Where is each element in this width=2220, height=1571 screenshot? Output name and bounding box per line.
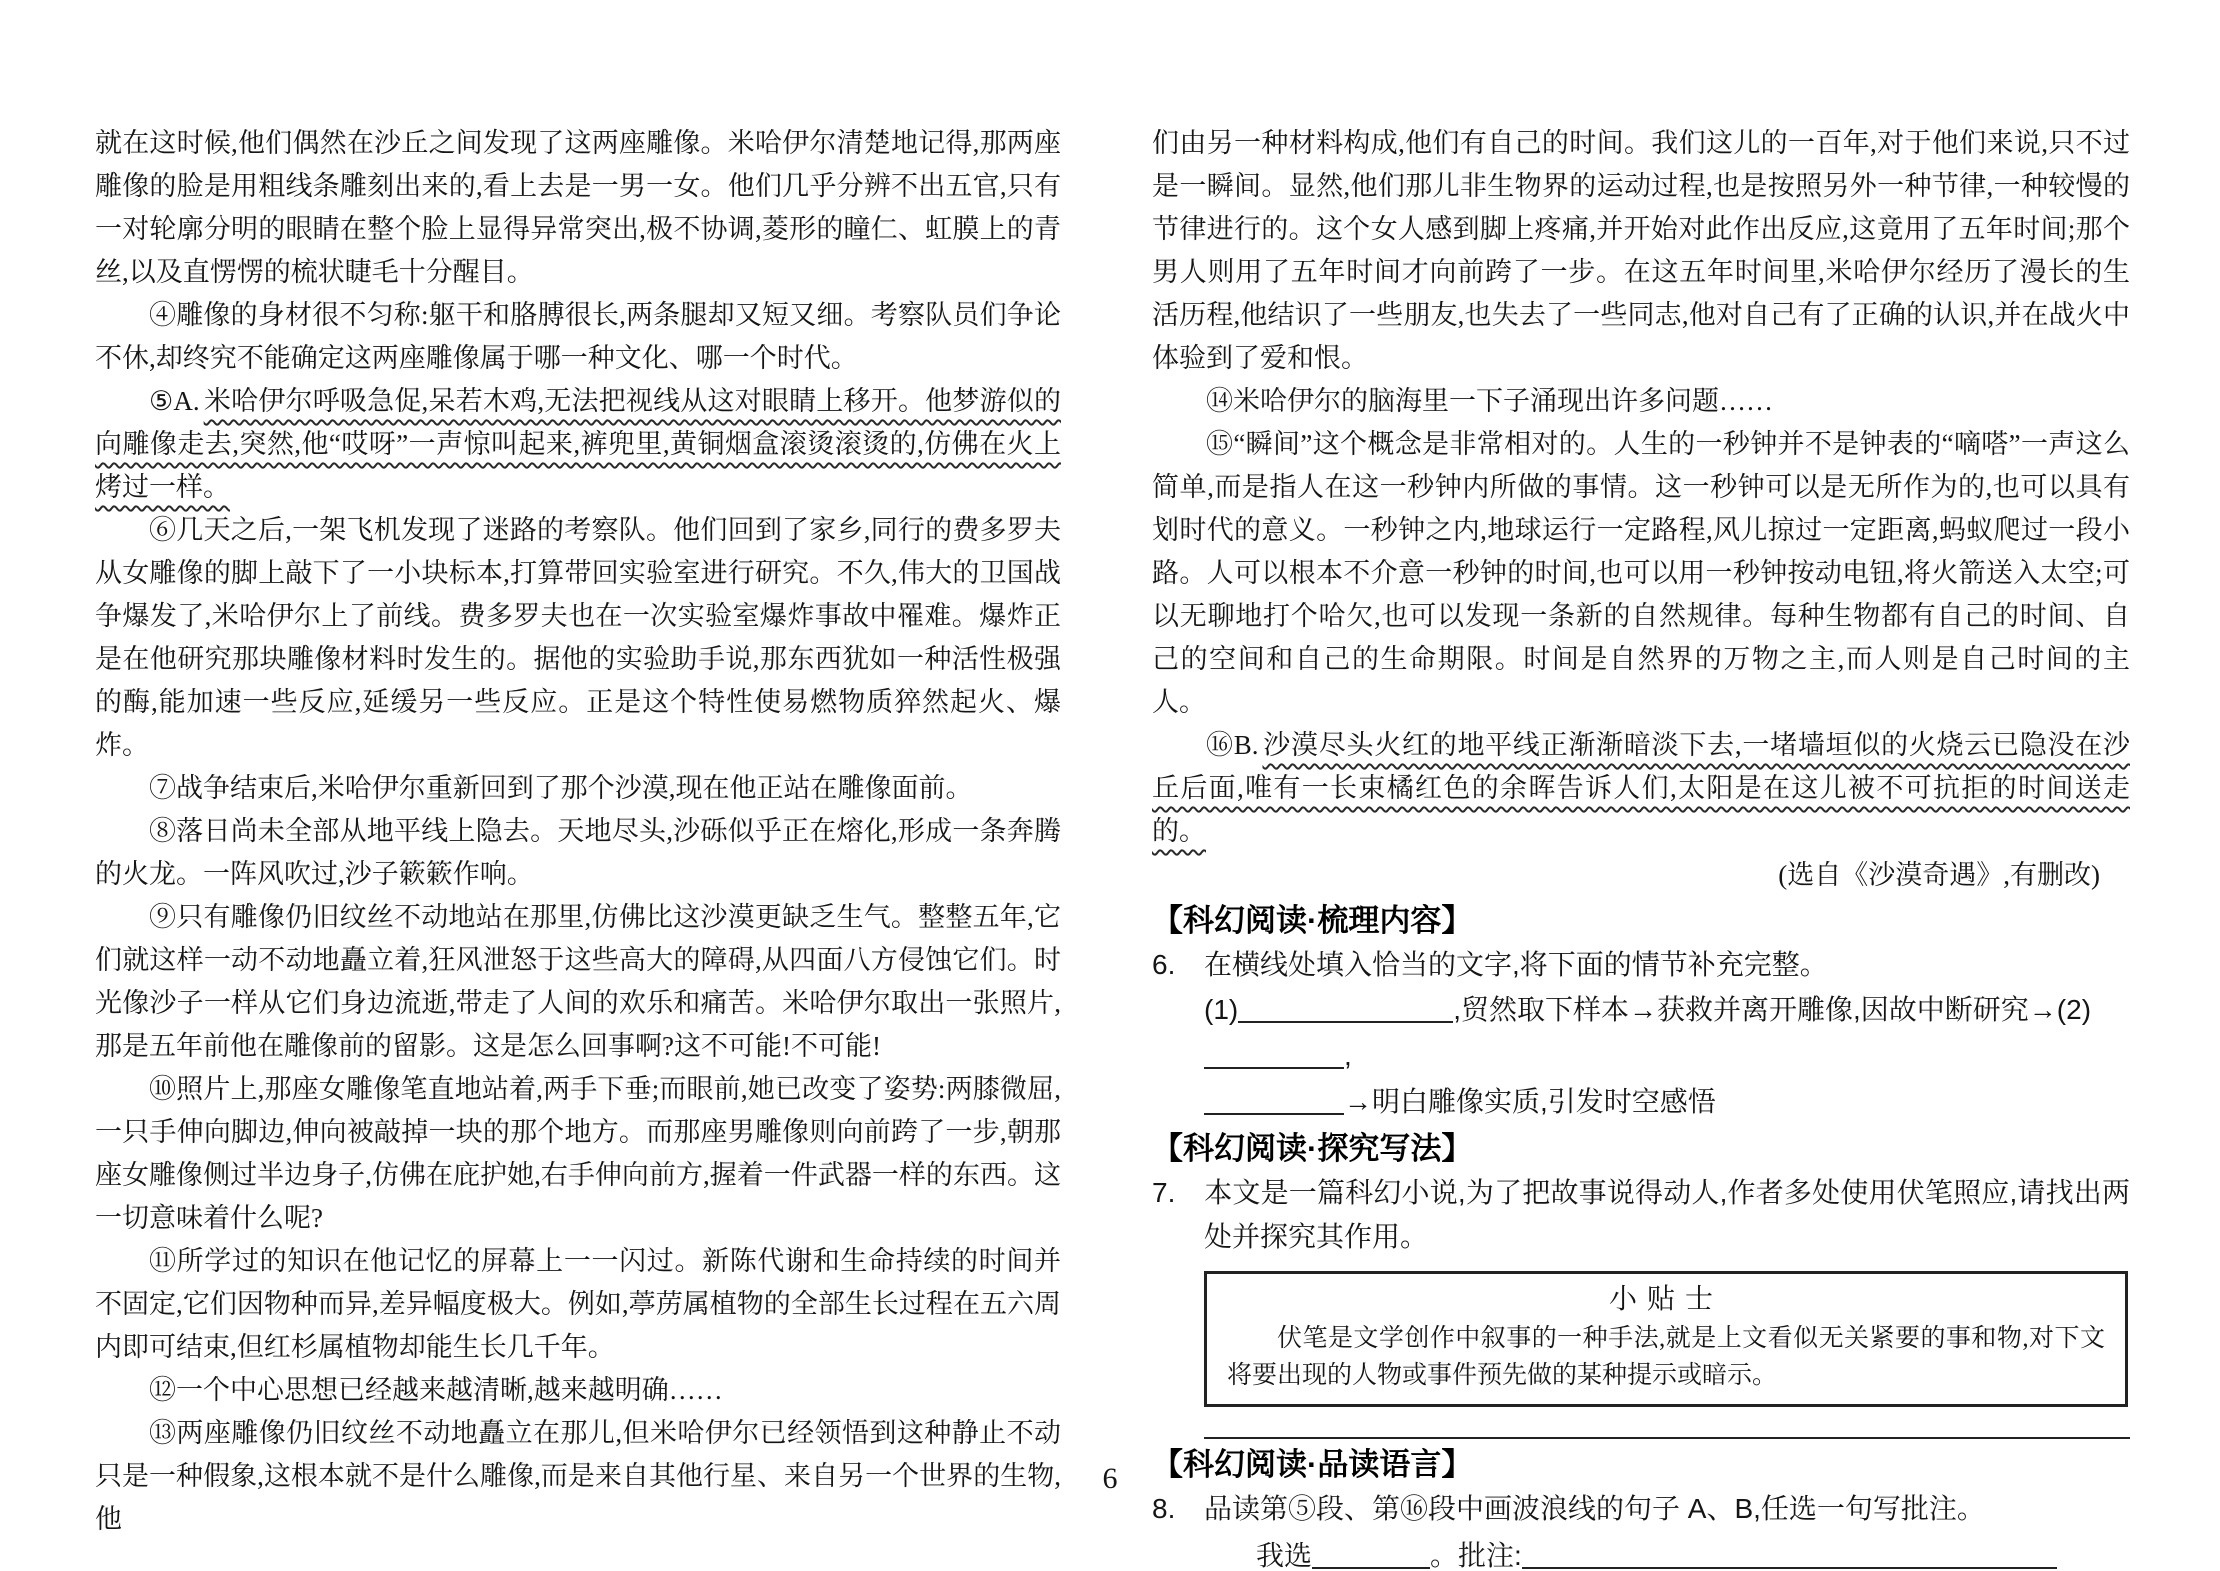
question-8-answer-line [1152,1531,2130,1571]
wavy-sentence-a: 米哈伊尔呼吸急促,呆若木鸡,无法把视线从这对眼睛上移开。他梦游似的向雕像走去,突然,他“哎呀”一声惊叫起来,裤兜里,黄铜烟盒滚烫滚烫的,仿佛在火上烤过一样。 [95,386,1061,502]
paragraph-16 [1152,724,2130,853]
tip-box-title: 小贴士 [1608,1283,1723,1314]
wavy-sentence-b: 沙漠尽头火红的地平线正渐渐暗淡下去,一堵墙垣似的火烧云已隐没在沙丘后面,唯有一长束橘红色的余晖告诉人们,太阳是在这儿被不可抗拒的时间送走的。 [1152,730,2131,846]
flow-blank-3 [1204,1085,1344,1115]
choice-label: 我选 [1256,1540,1313,1571]
question-6-number: 6. [1152,949,1176,980]
flow-part-4: →明白雕像实质,引发时空感悟 [1344,1086,1716,1117]
page-number: 6 [1102,1462,1118,1495]
tip-box [1204,1271,2128,1407]
paragraph-8: ⑧落日尚未全部从地平线上隐去。天地尽头,沙砾似乎正在熔化,形成一条奔腾的火龙。一阵风吹过,沙子簌簌作响。 [95,816,1061,889]
paragraph-13: ⑬两座雕像仍旧纹丝不动地矗立在那儿,但米哈伊尔已经领悟到这种静止不动只是一种假象,这根本就不是什么雕像,而是来自其他行星、来自另一个世界的生物,他 [95,1418,1061,1534]
paragraph-5 [95,380,1061,509]
flow-blank-1 [1238,993,1453,1023]
flow-blank-2 [1204,1039,1344,1069]
choice-blank [1312,1539,1430,1569]
paragraph-7: ⑦战争结束后,米哈伊尔重新回到了那个沙漠,现在他正站在雕像面前。 [149,773,973,803]
paragraph-9: ⑨只有雕像仍旧纹丝不动地站在那里,仿佛比这沙漠更缺乏生气。整整五年,它们就这样一动不动地矗立着,狂风泄怒于这些高大的障碍,从四面八方侵蚀它们。时光像沙子一样从它们身边流逝,带走了人间的欢乐和痛苦。米哈伊尔取出一张照片,那是五年前他在雕像前的留影。这是怎么回事啊?这不可能!不可能! [95,902,1061,1061]
paragraph-16-label: ⑯B. [1206,730,1259,760]
article-left-column [95,122,1061,1541]
paragraph-13-continued: 们由另一种材料构成,他们有自己的时间。我们这儿的一百年,对于他们来说,只不过是一瞬间。显然,他们那儿非生物界的运动过程,也是按照另外一种节律,一种较慢的节律进行的。这个女人感到脚上疼痛,并开始对此作出反应,这竟用了五年时间;那个男人则用了五年时间才向前跨了一步。在这五年时间里,米哈伊尔经历了漫长的生活历程,他结识了一些朋友,也失去了一些同志,他对自己有了正确的认识,并在战火中体验到了爱和恨。 [1152,128,2130,373]
paragraph-3-continued: 就在这时候,他们偶然在沙丘之间发现了这两座雕像。米哈伊尔清楚地记得,那两座雕像的脸是用粗线条雕刻出来的,看上去是一男一女。他们几乎分辨不出五官,只有一对轮廓分明的眼睛在整个脸上显得异常突出,极不协调,菱形的瞳仁、虹膜上的青丝,以及直愣愣的梳状睫毛十分醒目。 [95,128,1061,287]
flow-part-3: , [1344,1040,1352,1071]
annotation-blank [1522,1539,2057,1569]
paragraph-6: ⑥几天之后,一架飞机发现了迷路的考察队。他们回到了家乡,同行的费多罗夫从女雕像的脚上敲下了一小块标本,打算带回实验室进行研究。不久,伟大的卫国战争爆发了,米哈伊尔上了前线。费多罗夫也在一次实验室爆炸事故中罹难。爆炸正是在他研究那块雕像材料时发生的。据他的实验助手说,那东西犹如一种活性极强的酶,能加速一些反应,延缓另一些反应。正是这个特性使易燃物质猝然起火、爆炸。 [95,515,1061,760]
flow-part-1: (1) [1204,994,1239,1025]
paragraph-5-label: ⑤A. [149,386,200,416]
question-7-text: 本文是一篇科幻小说,为了把故事说得动人,作者多处使用伏笔照应,请找出两处并探究其作用。 [1204,1177,2130,1252]
question-8-number: 8. [1152,1493,1176,1524]
question-6-text: 在横线处填入恰当的文字,将下面的情节补充完整。 [1204,949,1828,980]
paragraph-12: ⑫一个中心思想已经越来越清晰,越来越明确…… [149,1375,723,1405]
annotation-label: 。批注: [1430,1540,1522,1571]
question-6-flow-line-1 [1152,987,2130,1079]
article-right-column [1152,122,2130,1571]
section-header-method: 【科幻阅读·探究写法】 [1152,1131,1473,1166]
question-7 [1152,1171,2130,1259]
paragraph-10: ⑩照片上,那座女雕像笔直地站着,两手下垂;而眼前,她已改变了姿势:两膝微屈,一只手伸向脚边,伸向被敲掉一块的那个地方。而那座男雕像则向前跨了一步,朝那座女雕像侧过半边身子,仿佛在庇护她,右手伸向前方,握着一件武器一样的东西。这一切意味着什么呢? [95,1074,1061,1233]
section-header-content: 【科幻阅读·梳理内容】 [1152,903,1473,938]
source-attribution: (选自《沙漠奇遇》,有删改) [1778,860,2100,890]
question-7-number: 7. [1152,1177,1176,1208]
answer-line-q7 [1204,1437,2130,1439]
paragraph-4: ④雕像的身材很不匀称:躯干和胳膊很长,两条腿却又短又细。考察队员们争论不休,却终究不能确定这两座雕像属于哪一种文化、哪一个时代。 [95,300,1061,373]
question-6 [1152,943,2130,987]
question-6-flow-line-2 [1152,1079,2130,1125]
section-header-language: 【科幻阅读·品读语言】 [1152,1447,1473,1482]
tip-box-body: 伏笔是文学创作中叙事的一种手法,就是上文看似无关紧要的事和物,对下文将要出现的人物或事件预先做的某种提示或暗示。 [1227,1325,2105,1389]
flow-part-2: ,贸然取下样本→获救并离开雕像,因故中断研究→(2) [1453,994,2092,1025]
paragraph-14: ⑭米哈伊尔的脑海里一下子涌现出许多问题…… [1206,386,1773,416]
paragraph-11: ⑪所学过的知识在他记忆的屏幕上一一闪过。新陈代谢和生命持续的时间并不固定,它们因物种而异,差异幅度极大。例如,葶苈属植物的全部生长过程在五六周内即可结束,但红杉属植物却能生长几千年。 [95,1246,1061,1362]
question-8-text: 品读第⑤段、第⑯段中画波浪线的句子 A、B,任选一句写批注。 [1204,1493,1985,1524]
paragraph-15: ⑮“瞬间”这个概念是非常相对的。人生的一秒钟并不是钟表的“嘀嗒”一声这么简单,而是指人在这一秒钟内所做的事情。这一秒钟可以是无所作为的,也可以具有划时代的意义。一秒钟之内,地球运行一定路程,风儿掠过一定距离,蚂蚁爬过一段小路。人可以根本不介意一秒钟的时间,也可以用一秒钟按动电钮,将火箭送入太空;可以无聊地打个哈欠,也可以发现一条新的自然规律。每种生物都有自己的时间、自己的空间和自己的生命期限。时间是自然界的万物之主,而人则是自己时间的主人。 [1152,429,2130,717]
